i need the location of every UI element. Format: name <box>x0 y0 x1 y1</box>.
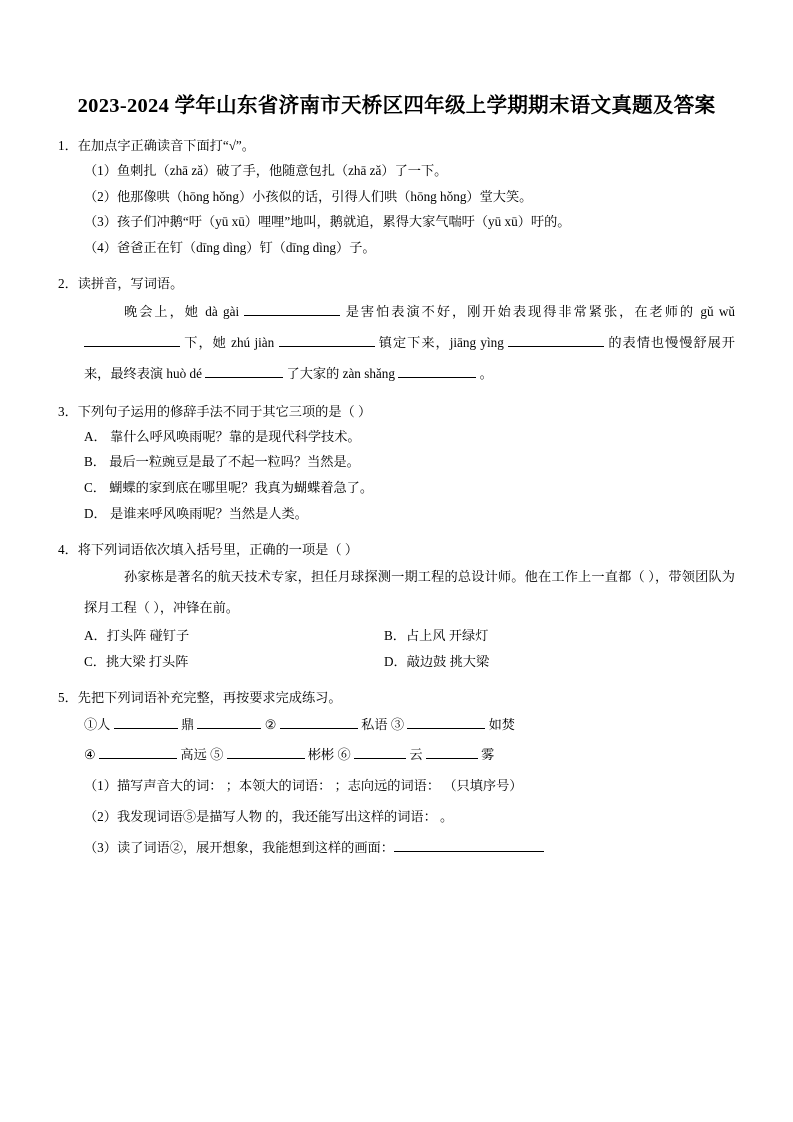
answer-blank[interactable] <box>227 745 305 759</box>
idiom-2-suffix: 私语 <box>361 716 388 732</box>
question-4-number: 4． <box>58 541 78 557</box>
passage-part-1: 晚会上，她 dà gài <box>124 303 245 319</box>
idiom-5-suffix: 彬彬 <box>307 746 335 762</box>
question-3-option-c[interactable]: C． 蝴蝶的家到底在哪里呢？我真为蝴蝶着急了。 <box>84 480 374 496</box>
question-5-sub-1: （1）描写声音大的词： ；本领大的词语： ；志向远的词语： （只填序号） <box>84 778 523 794</box>
question-3-number: 3． <box>58 403 78 419</box>
question-3-stem <box>58 402 735 422</box>
question-5-blank-row-2 <box>84 740 735 770</box>
question-4-stem <box>58 540 735 560</box>
passage-part-6: 了大家的 zàn shǎng <box>283 365 399 381</box>
question-4-option-row-1 <box>84 623 735 649</box>
question-1-stem <box>58 136 735 156</box>
question-4-option-d[interactable]: D．敲边鼓 挑大梁 <box>384 654 490 670</box>
idiom-1-prefix: ①人 <box>84 716 111 732</box>
idiom-6-suffix: 雾 <box>481 746 495 762</box>
idiom-4-prefix: ④ <box>84 746 96 762</box>
question-2-passage <box>84 296 735 389</box>
question-2 <box>58 274 735 389</box>
question-3-option-b[interactable]: B． 最后一粒豌豆是最了不起一粒吗？当然是。 <box>84 454 360 470</box>
idiom-4-suffix: 高远 <box>180 746 207 762</box>
idiom-5-prefix: ⑤ <box>210 746 224 762</box>
question-5-text: 先把下列词语补充完整，再按要求完成练习。 <box>77 689 342 705</box>
answer-blank[interactable] <box>394 838 544 852</box>
answer-blank[interactable] <box>398 364 476 378</box>
question-3 <box>58 402 735 527</box>
question-5-sub-3 <box>84 832 735 863</box>
question-1-sub-4: （4）爸爸正在钉（dīng dìng）钉（dīng dìng）子。 <box>84 240 376 256</box>
question-3-option-a[interactable]: A． 靠什么呼风唤雨呢？靠的是现代科学技术。 <box>84 428 361 444</box>
question-4-passage: 孙家栋是著名的航天技术专家，担任月球探测一期工程的总设计师。他在工作上一直都（ ），带领团队为探月工程（ ），冲锋在前。 <box>84 569 735 616</box>
question-1-sub-2: （2）他那像哄（hōng hǒng）小孩似的话，引得人们哄（hōng hǒng）堂大笑。 <box>84 188 533 204</box>
answer-blank[interactable] <box>426 745 478 759</box>
question-3-text: 下列句子运用的修辞手法不同于其它三项的是（ ） <box>77 403 372 419</box>
passage-part-5: 的表情也慢慢舒展开来，最终表演 huò dé <box>84 334 735 381</box>
question-5 <box>58 688 735 864</box>
answer-blank[interactable] <box>407 715 485 729</box>
idiom-2-prefix: ② <box>264 716 277 732</box>
answer-blank[interactable] <box>99 745 177 759</box>
answer-blank[interactable] <box>244 302 340 316</box>
question-4-option-a[interactable]: A．打头阵 碰钉子 <box>84 628 190 644</box>
idiom-6-prefix: ⑥ <box>337 746 351 762</box>
idiom-3-prefix: ③ <box>390 716 405 732</box>
question-2-number: 2． <box>58 275 78 291</box>
question-4-text: 将下列词语依次填入括号里，正确的一项是（ ） <box>77 541 359 557</box>
question-4-option-c[interactable]: C．挑大梁 打头阵 <box>84 654 189 670</box>
question-4 <box>58 540 735 675</box>
question-5-sub-3-text: （3）读了词语②，展开想象，我能想到这样的画面： <box>84 840 394 856</box>
answer-blank[interactable] <box>354 745 406 759</box>
question-1-sub-1: （1）鱼刺扎（zhā zǎ）破了手，他随意包扎（zhā zǎ）了一下。 <box>84 163 448 178</box>
answer-blank[interactable] <box>84 333 180 347</box>
answer-blank[interactable] <box>197 715 261 729</box>
idiom-1-suffix: 鼎 <box>180 716 195 732</box>
question-5-number: 5． <box>58 689 78 705</box>
question-1-number: 1． <box>58 138 78 154</box>
question-5-sub-2: （2）我发现词语⑤是描写人物 的，我还能写出这样的词语： 。 <box>84 809 454 825</box>
passage-part-4: 镇定下来，jiāng yìng <box>374 334 509 350</box>
idiom-3-suffix: 如焚 <box>488 716 515 732</box>
question-5-stem <box>58 688 735 708</box>
question-1 <box>58 136 735 261</box>
question-5-blank-row-1 <box>84 710 735 740</box>
idiom-6-mid: 云 <box>409 746 423 762</box>
question-3-option-d[interactable]: D． 是谁来呼风唤雨呢？当然是人类。 <box>84 505 308 521</box>
passage-part-7: 。 <box>476 365 493 381</box>
answer-blank[interactable] <box>205 364 283 378</box>
question-4-option-b[interactable]: B．占上风 开绿灯 <box>384 628 489 644</box>
page-title: 2023-2024 学年山东省济南市天桥区四年级上学期期末语文真题及答案 <box>77 95 716 117</box>
question-2-stem <box>58 274 735 294</box>
answer-blank[interactable] <box>508 333 604 347</box>
answer-blank[interactable] <box>280 715 358 729</box>
passage-part-2: 是害怕表演不好，刚开始表现得非常紧张，在老师的 gǔ wǔ <box>340 303 735 319</box>
question-2-text: 读拼音，写词语。 <box>77 275 184 291</box>
question-4-option-row-2 <box>84 649 735 675</box>
question-1-text: 在加点字正确读音下面打“√”。 <box>77 138 255 154</box>
answer-blank[interactable] <box>114 715 178 729</box>
question-1-sub-3: （3）孩子们冲鹅“吁（yū xū）哩哩”地叫，鹅就追，累得大家气喘吁（yū xū）吁的。 <box>84 214 571 230</box>
passage-part-3: 下，她 zhú jiàn <box>180 334 279 350</box>
answer-blank[interactable] <box>279 333 375 347</box>
